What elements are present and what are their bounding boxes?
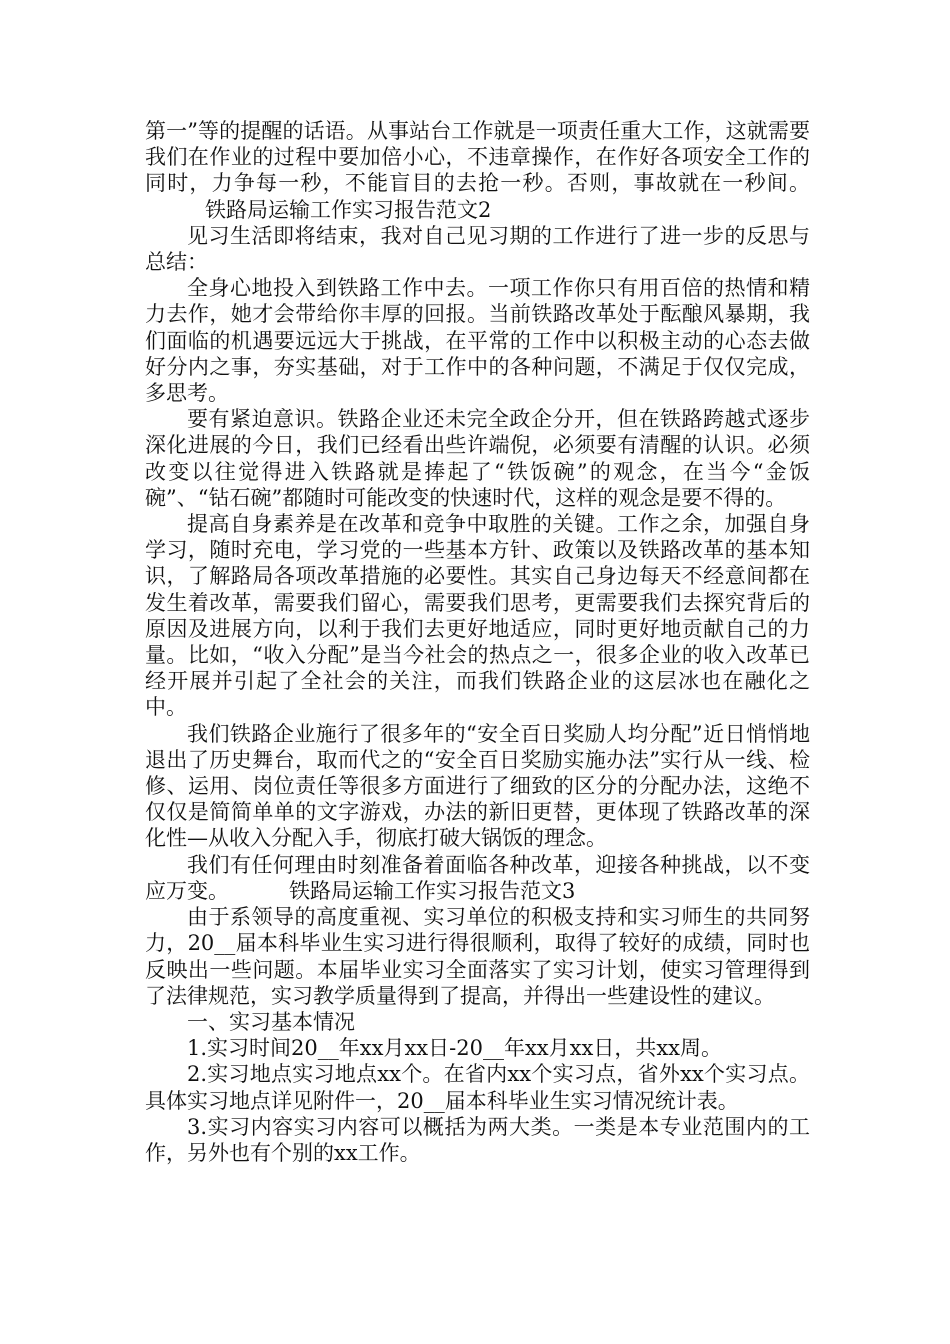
paragraph-7 — [145, 852, 810, 904]
section-heading-2: 铁路局运输工作实习报告范文2 — [205, 197, 492, 222]
list-item-content: 3.实习内容实习内容可以概括为两大类。一类是本专业范围内的工作，另外也有个别的xx工作。 — [145, 1114, 810, 1165]
document-body — [145, 118, 810, 1166]
paragraph-1-text: 第一”等的提醒的话语。从事站台工作就是一项责任重大工作，这就需要我们在作业的过程中要加倍小心，不违章操作，在作好各项安全工作的同时，力争每一秒，不能盲目的去抢一秒。否则，事故就在一秒间。 — [145, 119, 810, 196]
section-title-basic-info: 一、实习基本情况 — [187, 1009, 355, 1034]
paragraph-6: 我们铁路企业施行了很多年的“安全百日奖励人均分配”近日悄悄地退出了历史舞台，取而代之的“安全百日奖励实施办法”实行从一线、检修、运用、岗位责任等很多方面进行了细致的区分的分配办法，这绝不仅仅是简简单单的文字游戏，办法的新旧更替，更体现了铁路改革的深化性—从收入分配入手，彻底打破大锅饭的理念。 — [145, 721, 810, 851]
list-item-time: 1.实习时间20__年xx月xx日-20__年xx月xx日，共xx周。 — [187, 1036, 723, 1061]
paragraph-3: 全身心地投入到铁路工作中去。一项工作你只有用百倍的热情和精力去作，她才会带给你丰厚的回报。当前铁路改革处于酝酿风暴期，我们面临的机遇要远远大于挑战，在平常的工作中以积极主动的心态去做好分内之事，夯实基础，对于工作中的各种问题，不满足于仅仅完成，多思考。 — [145, 276, 810, 406]
list-item-location: 2.实习地点实习地点xx个。在省内xx个实习点，省外xx个实习点。具体实习地点详见附件一，20__届本科毕业生实习情况统计表。 — [145, 1062, 810, 1113]
paragraph-8: 由于系领导的高度重视、实习单位的积极支持和实习师生的共同努力，20__届本科毕业生实习进行得很顺利，取得了较好的成绩，同时也反映出一些问题。本届毕业实习全面落实了实习计划，使实习管理得到了法律规范，实习教学质量得到了提高，并得出一些建设性的建议。 — [145, 905, 810, 1008]
section-heading-3: 铁路局运输工作实习报告范文3 — [289, 878, 576, 903]
paragraph-7-text: 我们有任何理由时刻准备着面临各种改革，迎接各种挑战，以不变应万变。 — [145, 852, 810, 903]
paragraph-1 — [145, 118, 810, 223]
paragraph-5: 提高自身素养是在改革和竞争中取胜的关键。工作之余，加强自身学习，随时充电，学习党的一些基本方针、政策以及铁路改革的基本知识，了解路局各项改革措施的必要性。其实自己身边每天不经意间都在发生着改革，需要我们留心，需要我们思考，更需要我们去探究背后的原因及进展方向，以利于我们去更好地适应，同时更好地贡献自己的力量。比如，“收入分配”是当今社会的热点之一，很多企业的收入改革已经开展并引起了全社会的关注，而我们铁路企业的这层冰也在融化之中。 — [145, 512, 810, 720]
paragraph-2: 见习生活即将结束，我对自己见习期的工作进行了进一步的反思与总结： — [145, 223, 810, 275]
paragraph-4: 要有紧迫意识。铁路企业还未完全政企分开，但在铁路跨越式逐步深化进展的今日，我们已经看出些许端倪，必须要有清醒的认识。必须改变以往觉得进入铁路就是捧起了“铁饭碗”的观念，在当今“金饭碗”、“钻石碗”都随时可能改变的快速时代，这样的观念是要不得的。 — [145, 407, 810, 510]
